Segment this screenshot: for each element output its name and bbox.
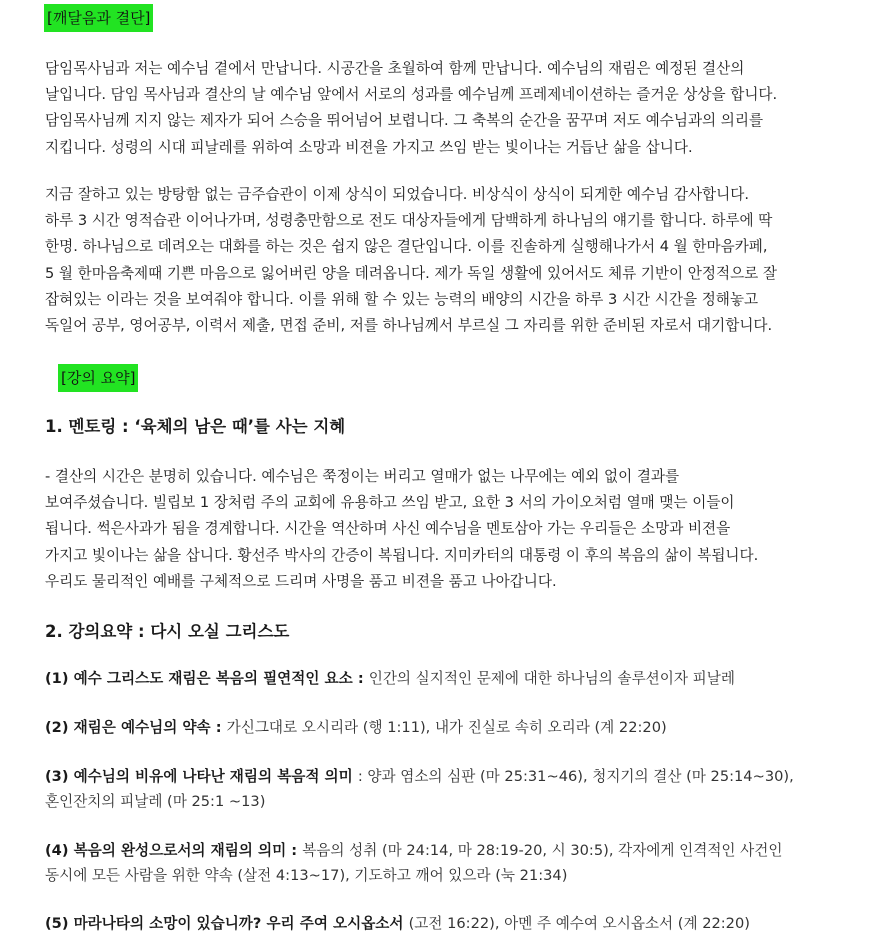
text-line: - 결산의 시간은 분명히 있습니다. 예수님은 쭉정이는 버리고 열매가 없는 나무에는 예외 없이 결과를 xyxy=(45,468,680,485)
summary-item-lead: (2) 재림은 예수님의 약속 : xyxy=(45,719,227,736)
heading-mentoring: 1. 멘토링 : ‘육체의 남은 때’를 사는 지혜 xyxy=(45,417,346,436)
summary-item-lead: (5) 마라나타의 소망이 있습니까? 우리 주여 오시옵소서 xyxy=(45,915,409,932)
text-line: 지킵니다. 성령의 시대 피날레를 위하여 소망과 비젼을 가지고 쓰임 받는 빛이나는 거듭난 삶을 삽니다. xyxy=(45,138,693,156)
summary-item-lead: (3) 예수님의 비유에 나타난 재림의 복음적 의미 xyxy=(45,768,358,785)
text-line xyxy=(45,764,794,789)
summary-item-5 xyxy=(45,911,750,936)
summary-item-4 xyxy=(45,838,782,888)
text-line: 담임목사님께 지지 않는 제자가 되어 스승을 뛰어넘어 보렵니다. 그 축복의 순간을 꿈꾸며 저도 예수님과의 의리를 xyxy=(45,112,764,130)
summary-item-detail: 가신그대로 오시리라 (행 1:11), 내가 진실로 속히 오리라 (계 22:20) xyxy=(226,719,667,736)
summary-item-detail-continued: 혼인잔치의 피날레 (마 25:1 ~13) xyxy=(45,793,266,810)
text-line: 담임목사님과 저는 예수님 곁에서 만납니다. 시공간을 초월하여 함께 만납니다. 예수님의 재림은 예정된 결산의 xyxy=(45,60,745,77)
text-line: 5 월 한마음축제때 기쁜 마음으로 잃어버린 양을 데려옵니다. 제가 독일 생활에 있어서도 체류 기반이 안정적으로 잘 xyxy=(45,264,778,282)
summary-item-detail: (고전 16:22), 아멘 주 예수여 오시옵소서 (계 22:20) xyxy=(408,915,750,932)
heading-lecture-summary: 2. 강의요약 : 다시 오실 그리스도 xyxy=(45,622,290,641)
text-line xyxy=(45,838,782,863)
text-line: 우리도 물리적인 예배를 구체적으로 드리며 사명을 품고 비젼을 품고 나아갑니다. xyxy=(45,572,557,590)
summary-item-2 xyxy=(45,715,667,740)
text-line: 보여주셨습니다. 빌립보 1 장처럼 주의 교회에 유용하고 쓰임 받고, 요한 3 서의 가이오처럼 열매 맺는 이들이 xyxy=(45,494,735,512)
text-line: 하루 3 시간 영적습관 이어나가며, 성령충만함으로 전도 대상자들에게 담백하게 하나님의 얘기를 합니다. 하루에 딱 xyxy=(45,212,773,230)
summary-item-detail-continued: 동시에 모든 사람을 위한 약속 (살전 4:13~17), 기도하고 깨어 있으라 (눅 21:34) xyxy=(45,867,568,884)
text-line: 됩니다. 썩은사과가 됨을 경계합니다. 시간을 역산하며 사신 예수님을 멘토삼아 가는 우리들은 소망과 비젼을 xyxy=(45,520,731,538)
summary-item-detail: 복음의 성취 (마 24:14, 마 28:19-20, 시 30:5), 각자에게 인격적인 사건인 xyxy=(302,842,783,859)
text-line: 날입니다. 담임 목사님과 결산의 날 예수님 앞에서 서로의 성과를 예수님께 프레제네이션하는 즐거운 상상을 합니다. xyxy=(45,86,778,104)
summary-item-detail: : 양과 염소의 심판 (마 25:31~46), 청지기의 결산 (마 25:14~30), xyxy=(357,768,794,785)
text-line: 독일어 공부, 영어공부, 이력서 제출, 면접 준비, 저를 하나님께서 부르실 그 자리를 위한 준비된 자로서 대기합니다. xyxy=(45,317,773,335)
summary-item-lead: (4) 복음의 완성으로서의 재림의 의미 : xyxy=(45,842,303,859)
text-line: 한명. 하나님으로 데려오는 대화를 하는 것은 쉽지 않은 결단입니다. 이를 진솔하게 실행해나가서 4 월 한마음카페, xyxy=(45,238,768,256)
text-line: 지금 잘하고 있는 방탕함 없는 금주습관이 이제 상식이 되었습니다. 비상식이 상식이 되게한 예수님 감사합니다. xyxy=(45,186,749,203)
summary-item-lead: (1) 예수 그리스도 재림은 복음의 필연적인 요소 : xyxy=(45,670,369,687)
summary-item-3 xyxy=(45,764,794,814)
summary-item-1 xyxy=(45,666,735,691)
section-tag-lecture-summary: [강의 요약] xyxy=(58,364,138,392)
text-line: 잡혀있는 이라는 것을 보여줘야 합니다. 이를 위해 할 수 있는 능력의 배양의 시간을 하루 3 시간 시간을 정해놓고 xyxy=(45,290,759,308)
summary-item-detail: 인간의 실지적인 문제에 대한 하나님의 솔루션이자 피날레 xyxy=(368,670,735,687)
text-line: 가지고 빛이나는 삶을 삽니다. 황선주 박사의 간증이 복됩니다. 지미카터의 대통령 이 후의 복음의 삶이 복됩니다. xyxy=(45,546,759,564)
realization-paragraph-1 xyxy=(45,56,777,161)
realization-paragraph-2 xyxy=(45,182,777,339)
section-tag-realization: [깨달음과 결단] xyxy=(44,4,153,32)
mentoring-bullet-paragraph xyxy=(45,464,758,595)
